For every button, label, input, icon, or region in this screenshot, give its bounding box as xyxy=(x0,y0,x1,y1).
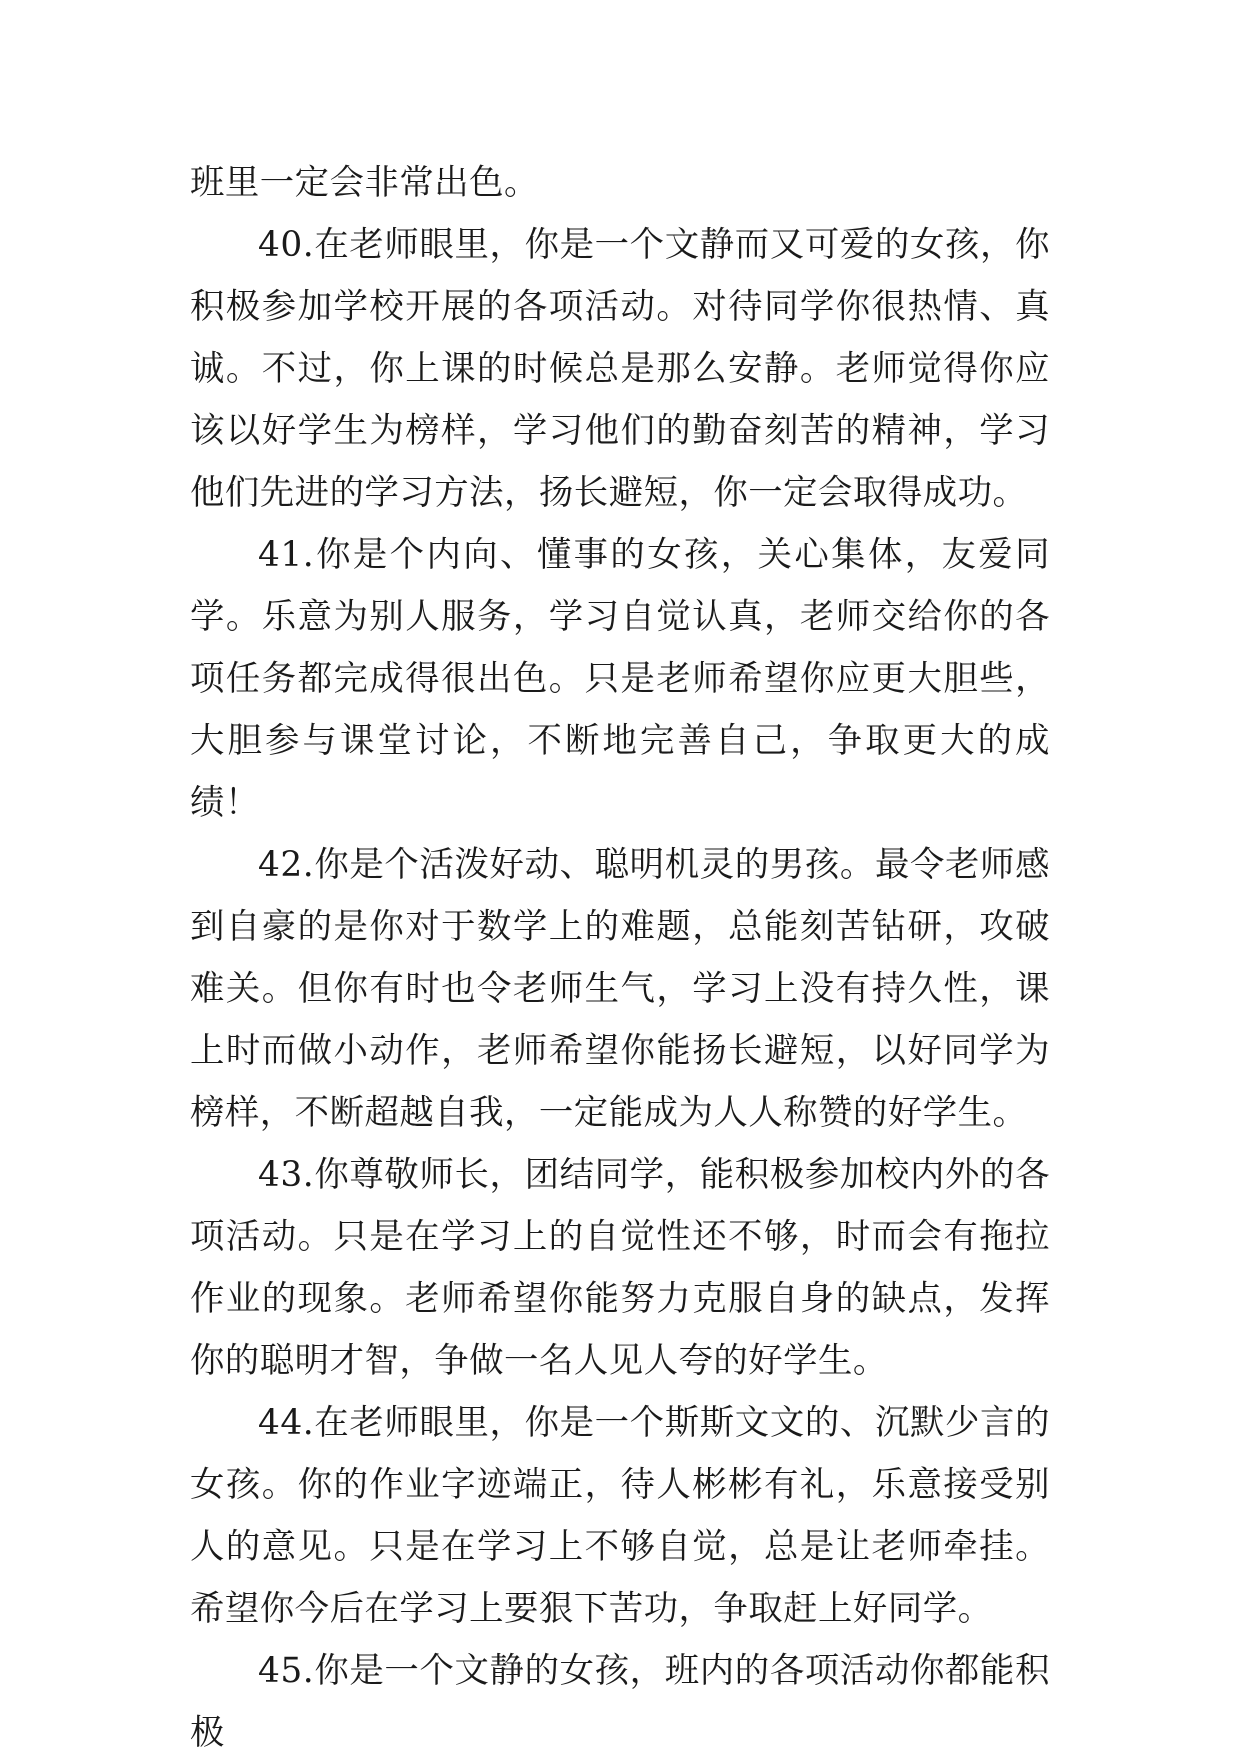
body-text xyxy=(190,152,1050,1764)
paragraph-42: 42.你是个活泼好动、聪明机灵的男孩。最令老师感到自豪的是你对于数学上的难题，总能刻苦钻研，攻破难关。但你有时也令老师生气，学习上没有持久性，课上时而做小动作，老师希望你能扬长避短，以好同学为榜样，不断超越自我，一定能成为人人称赞的好学生。 xyxy=(190,845,1050,1133)
paragraph-45-start: 45.你是一个文静的女孩，班内的各项活动你都能积极 xyxy=(190,1651,1050,1753)
paragraph-40: 40.在老师眼里，你是一个文静而又可爱的女孩，你积极参加学校开展的各项活动。对待同学你很热情、真诚。不过，你上课的时候总是那么安静。老师觉得你应该以好学生为榜样，学习他们的勤奋刻苦的精神，学习他们先进的学习方法，扬长避短，你一定会取得成功。 xyxy=(190,225,1050,513)
paragraph-44: 44.在老师眼里，你是一个斯斯文文的、沉默少言的女孩。你的作业字迹端正，待人彬彬有礼，乐意接受别人的意见。只是在学习上不够自觉，总是让老师牵挂。希望你今后在学习上要狠下苦功，争取赶上好同学。 xyxy=(190,1403,1050,1629)
paragraph-39-continuation: 班里一定会非常出色。 xyxy=(190,163,539,203)
paragraph-41: 41.你是个内向、懂事的女孩，关心集体，友爱同学。乐意为别人服务，学习自觉认真，老师交给你的各项任务都完成得很出色。只是老师希望你应更大胆些，大胆参与课堂讨论，不断地完善自己，争取更大的成绩！ xyxy=(190,535,1050,823)
paragraph-43: 43.你尊敬师长，团结同学，能积极参加校内外的各项活动。只是在学习上的自觉性还不够，时而会有拖拉作业的现象。老师希望你能努力克服自身的缺点，发挥你的聪明才智，争做一名人见人夸的好学生。 xyxy=(190,1155,1050,1381)
